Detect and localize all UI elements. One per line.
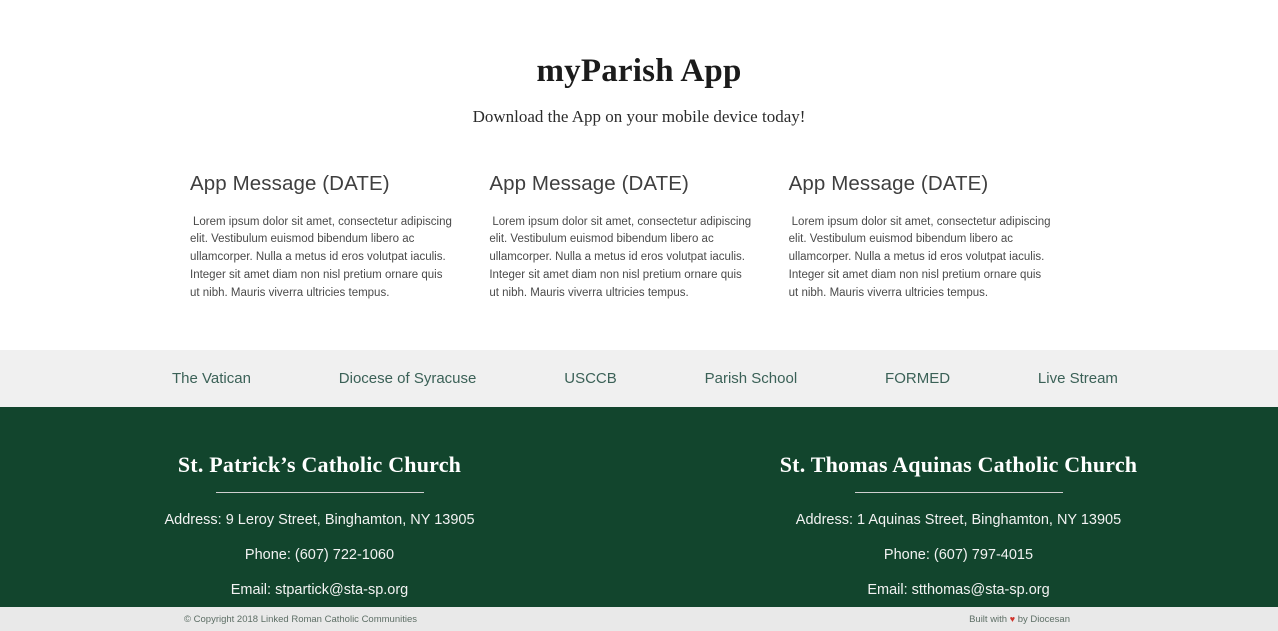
parish-name: St. Patrick’s Catholic Church: [177, 452, 462, 477]
parish-email[interactable]: Email: stthomas@sta-sp.org: [867, 582, 1050, 598]
quick-link-usccb[interactable]: USCCB: [564, 370, 617, 387]
parish-name: St. Thomas Aquinas Catholic Church: [779, 452, 1138, 477]
quick-links-bar: [0, 350, 1278, 407]
site-footer: [0, 407, 1278, 607]
quick-link-parish-school[interactable]: Parish School: [704, 370, 798, 387]
app-message-title: App Message (DATE): [489, 171, 689, 195]
quick-link-diocese-of-syracuse[interactable]: Diocese of Syracuse: [338, 370, 477, 387]
heart-icon: ♥: [1009, 613, 1016, 624]
footer-parish-block: [0, 407, 639, 607]
app-messages-section: [0, 172, 1278, 303]
app-message-card: [789, 172, 1088, 303]
app-message-body: Lorem ipsum dolor sit amet, consectetur adipiscing elit. Vestibulum euismod bibendum libero ac ullamcorper. Nulla a metus id eros volutpat iaculis. Integer sit amet diam non nisl pretium ornare quis ut nibh. Mauris viverra ultricies tempus.: [788, 215, 1051, 299]
app-message-card: [190, 172, 489, 303]
hero-section: [0, 0, 1278, 127]
footer-parish-block: [639, 407, 1278, 607]
copyright-bar: [0, 607, 1278, 631]
quick-link-formed[interactable]: FORMED: [885, 370, 951, 387]
parish-phone[interactable]: Phone: (607) 722-1060: [244, 547, 395, 563]
app-message-title: App Message (DATE): [788, 171, 989, 195]
app-message-body: Lorem ipsum dolor sit amet, consectetur adipiscing elit. Vestibulum euismod bibendum libero ac ullamcorper. Nulla a metus id eros volutpat iaculis. Integer sit amet diam non nisl pretium ornare quis ut nibh. Mauris viverra ultricies tempus.: [489, 215, 752, 299]
hero-subtitle: Download the App on your mobile device today!: [472, 106, 806, 126]
page-title: myParish App: [536, 53, 742, 89]
built-with-label: Built with: [969, 613, 1008, 625]
quick-link-live-stream[interactable]: Live Stream: [1037, 370, 1118, 387]
diocesan-link[interactable]: by Diocesan: [1017, 613, 1070, 625]
divider: [855, 492, 1063, 493]
app-message-body: Lorem ipsum dolor sit amet, consectetur adipiscing elit. Vestibulum euismod bibendum libero ac ullamcorper. Nulla a metus id eros volutpat iaculis. Integer sit amet diam non nisl pretium ornare quis ut nibh. Mauris viverra ultricies tempus.: [190, 215, 452, 299]
copyright-text: © Copyright 2018 Linked Roman Catholic Communities: [184, 613, 418, 625]
divider: [216, 492, 424, 493]
parish-address: Address: 9 Leroy Street, Binghamton, NY 13905: [164, 512, 475, 528]
app-message-title: App Message (DATE): [190, 171, 390, 195]
quick-link-the-vatican[interactable]: The Vatican: [172, 370, 251, 387]
built-by-text: [969, 614, 1070, 625]
parish-address: Address: 1 Aquinas Street, Binghamton, NY 13905: [795, 512, 1122, 528]
parish-phone[interactable]: Phone: (607) 797-4015: [883, 547, 1034, 563]
parish-email[interactable]: Email: stpartick@sta-sp.org: [230, 582, 409, 598]
quick-links-list: [0, 370, 1278, 387]
app-message-card: [489, 172, 788, 303]
